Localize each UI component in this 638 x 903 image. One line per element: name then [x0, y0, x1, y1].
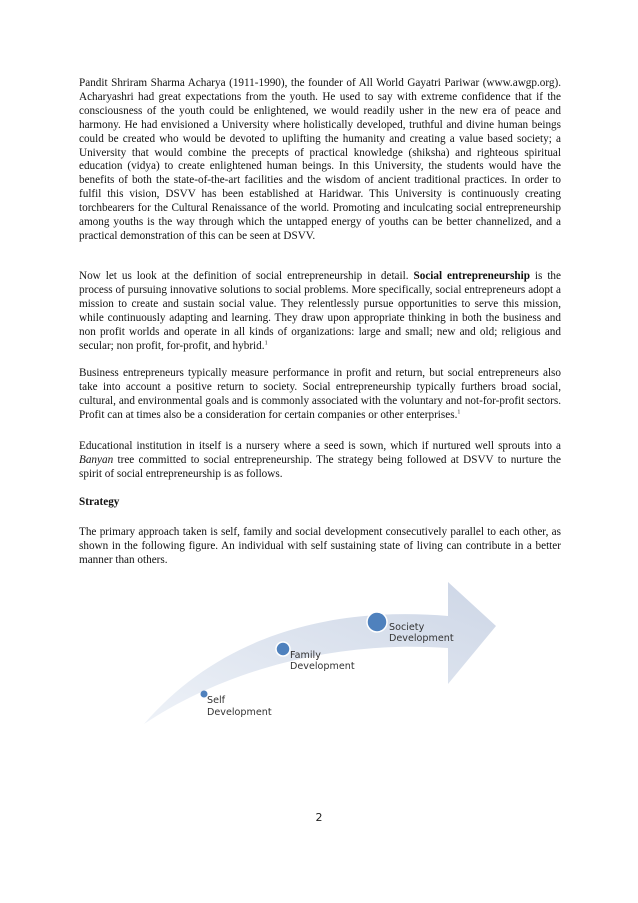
paragraph-founder-vision: Pandit Shriram Sharma Acharya (1911-1990), the founder of All World Gayatri Pariwar (www.awgp.org). Acharyashri had great expectations from the youth. He used to say with extreme confidence that if the consciousness of the youth could be enlightened, we would readily usher in the new era of peace and harmony. He had envisioned a University where holistically developed, truthful and divine human beings could be created who would be devoted to uplifting the humanity and creating a value based society; a University that would combine the precepts of practical knowledge (shiksha) and righteous spiritual education (vidya) to create enlightened human beings. In this University, the students would have the benefits of both the state-of-the-art facilities and the wisdom of ancient traditional practices. In order to fulfil this vision, DSVV has been established at Haridwar. This University is continuously creating torchbearers for the Cultural Renaissance of the world. Promoting and inculcating social entrepreneurship among youths is the way through which the untapped energy of youths can be better channelized, and a practical demonstration of this can be seen at DSVV.: [79, 77, 561, 242]
paragraph-educational-institution: [79, 440, 561, 482]
paragraph-definition: [79, 270, 561, 353]
paragraph-business-vs-social: [79, 367, 561, 423]
society-development-label-line2: Development: [389, 633, 454, 644]
society-development-dot: [367, 612, 387, 632]
definition-body-text: is the process of pursuing innovative solutions to social problems. More specifically, social entrepreneurs adopt a mission to create and sustain social value. They relentlessly pursue opportunities to serve this mission, while continuously adapting and learning. They draw upon appropriate thinking in both the business and non profit worlds and operate in all kinds of organizations: large and small; new and old; religious and secular; non profit, for-profit, and hybrid.: [79, 270, 561, 352]
family-development-label-line2: Development: [290, 661, 355, 672]
self-development-label: Self: [207, 695, 226, 706]
family-development-label: Family: [290, 650, 321, 661]
paragraph-primary-approach: The primary approach taken is self, family and social development consecutively parallel to each other, as shown in the following figure. An individual with self sustaining state of living can contribute in a better manner than others.: [79, 526, 561, 566]
development-arrow-diagram: [130, 578, 510, 728]
family-development-dot: [276, 642, 290, 656]
social-entrepreneurship-term: Social entrepreneurship: [413, 270, 530, 282]
footnote-marker: 1: [264, 339, 268, 346]
banyan-term: Banyan: [79, 453, 114, 466]
strategy-heading: Strategy: [79, 496, 120, 508]
business-vs-social-text: Business entrepreneurs typically measure performance in profit and return, but social entrepreneurs also take into account a positive return to society. Social entrepreneurship typically furthers broad social, cultural, and environmental goals and is commonly associated with the voluntary and not-for-profit sectors. Profit can at times also be a consideration for certain companies or other enterprises.: [79, 367, 561, 421]
self-development-label-line2: Development: [207, 707, 272, 718]
educational-text-start: Educational institution in itself is a nursery where a seed is sown, which if nurtured well sprouts into a: [79, 440, 561, 452]
page-number: 2: [315, 811, 323, 824]
educational-text-end: tree committed to social entrepreneurship. The strategy being followed at DSVV to nurture the spirit of social entrepreneurship is as follows.: [79, 453, 561, 480]
footnote-marker: 1: [457, 408, 461, 415]
definition-intro-text: Now let us look at the definition of social entrepreneurship in detail.: [79, 270, 414, 282]
society-development-label: Society: [389, 622, 425, 633]
